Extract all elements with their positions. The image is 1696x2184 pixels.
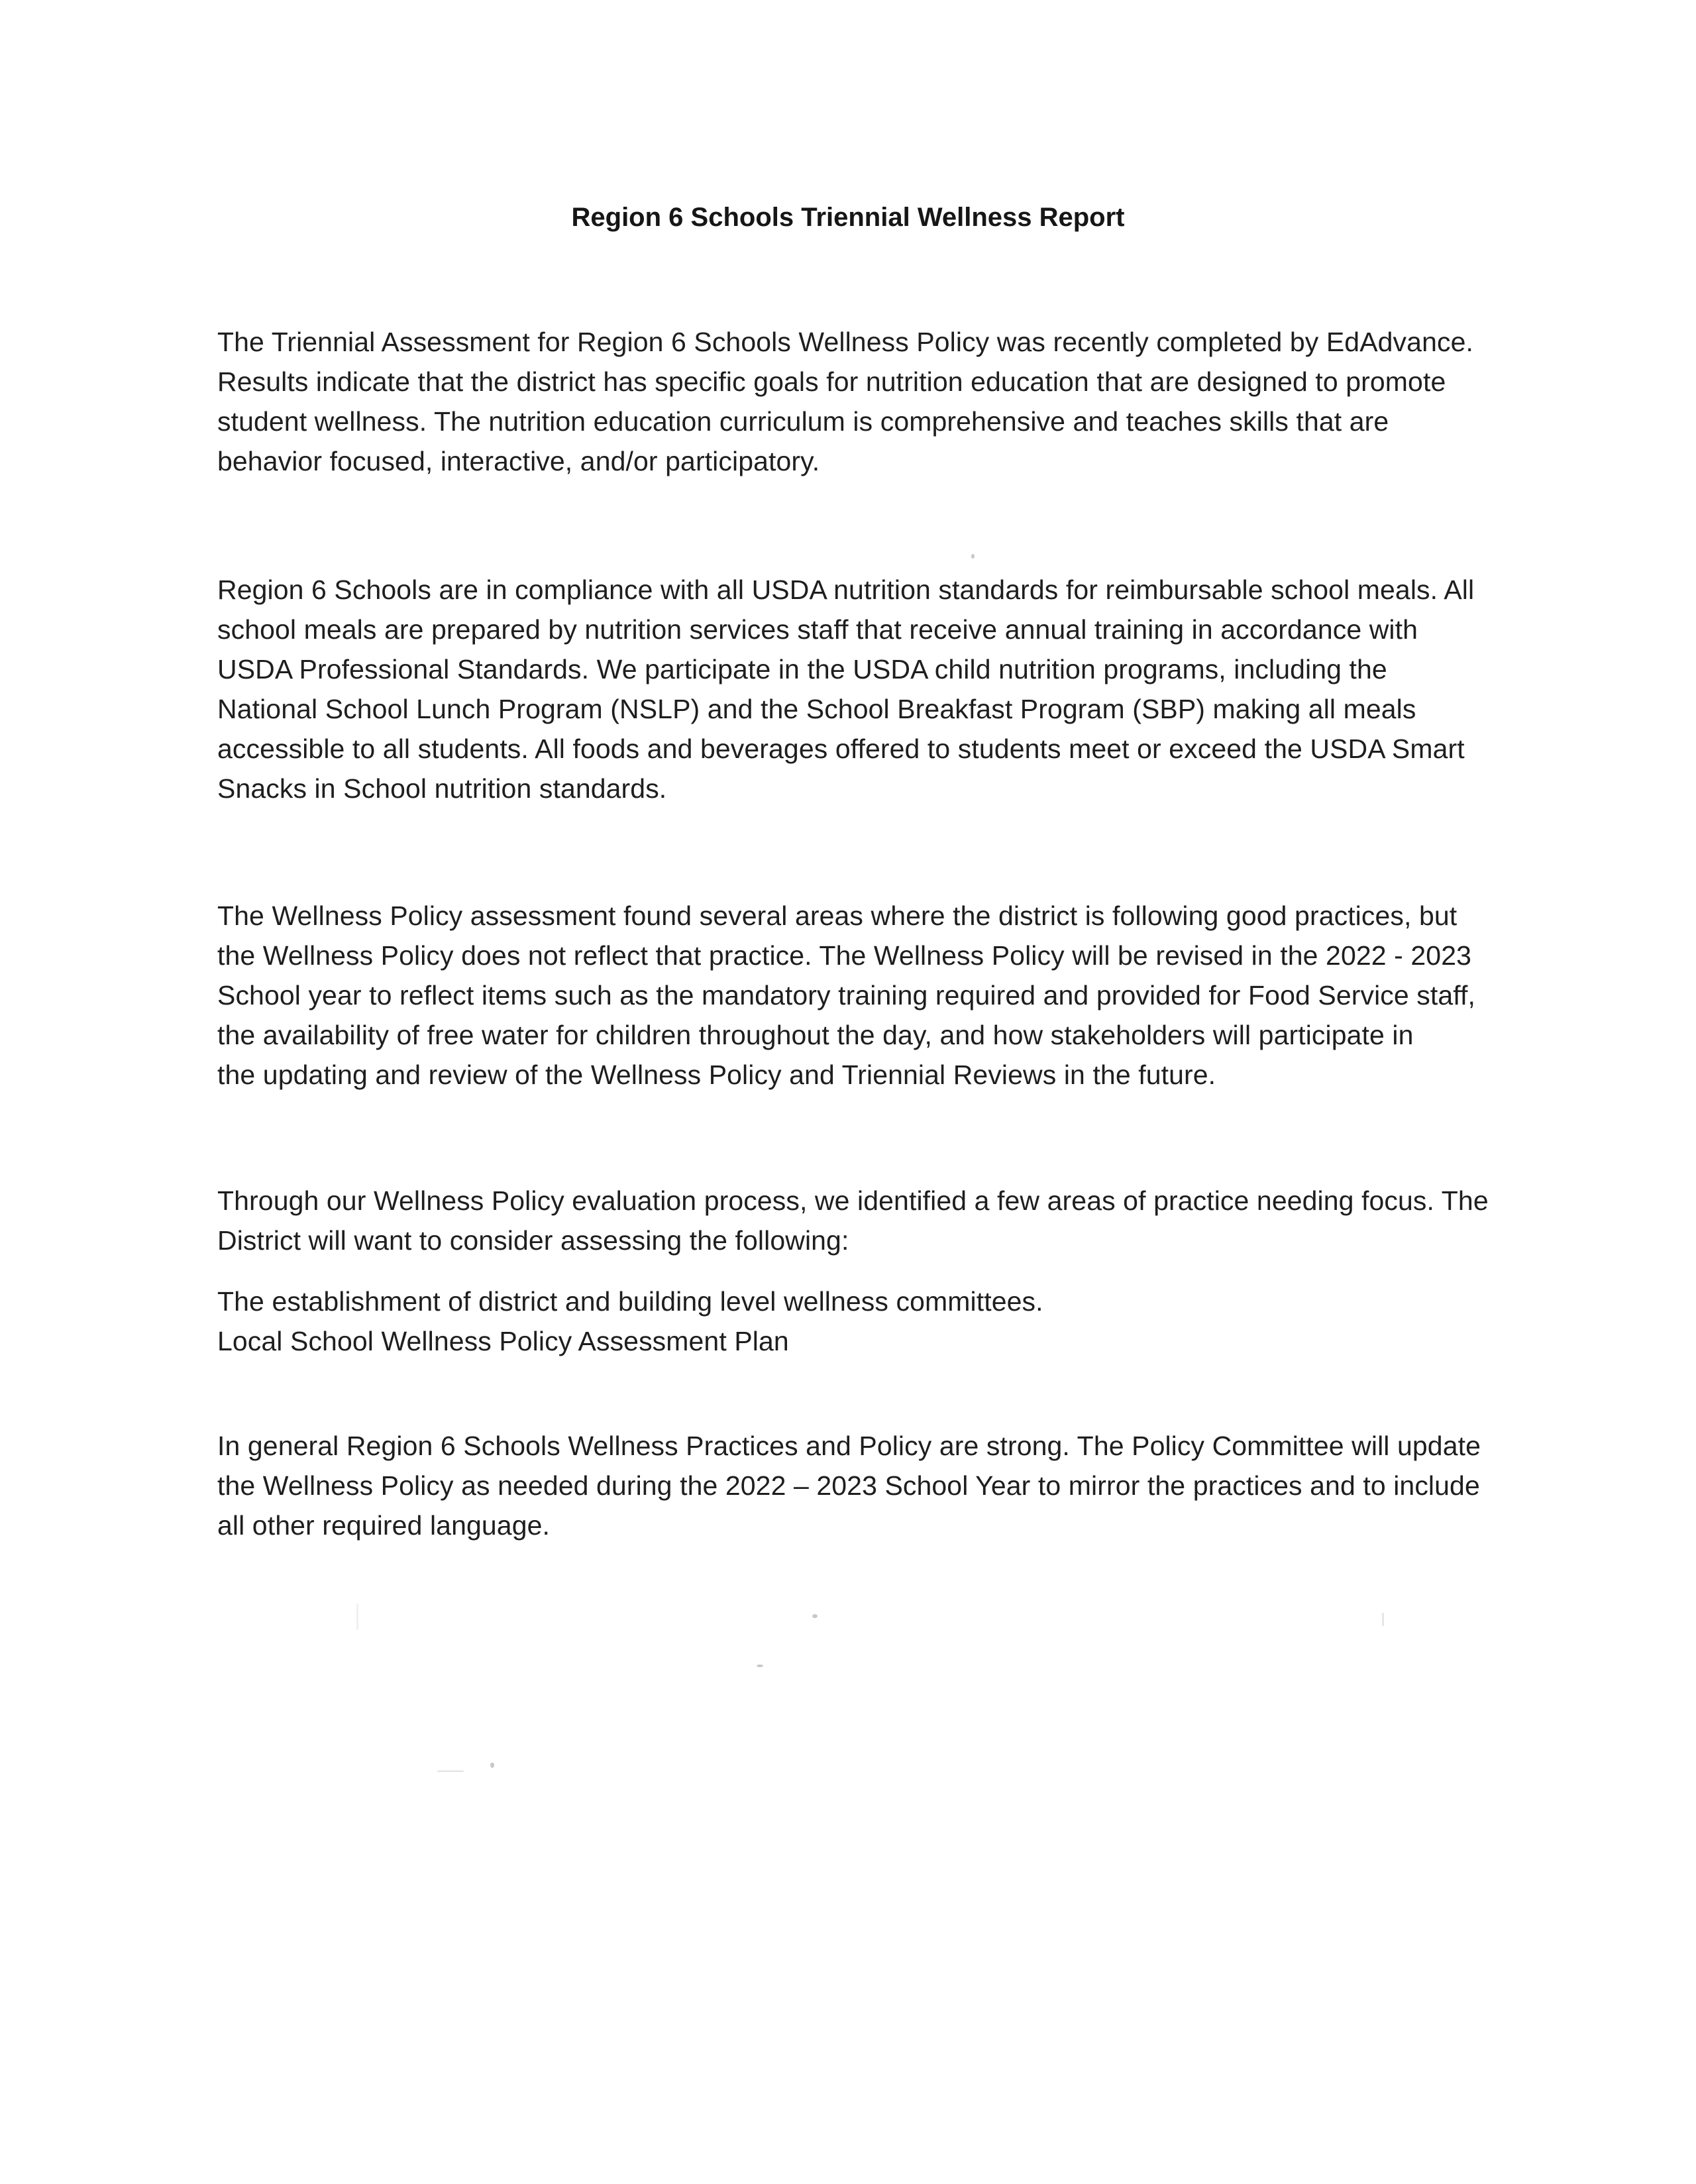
text-line: the Wellness Policy does not reflect that practice. The Wellness Policy will be revised in the 2022 - 2023	[217, 940, 1472, 971]
paragraph-focus-areas-intro	[217, 1181, 1529, 1260]
text-line: School year to reflect items such as the mandatory training required and provided for Food Service staff,	[217, 980, 1476, 1010]
text-line: the updating and review of the Wellness Policy and Triennial Reviews in the future.	[217, 1060, 1216, 1090]
text-line: Through our Wellness Policy evaluation process, we identified a few areas of practice needing focus. The	[217, 1185, 1489, 1216]
text-line: the Wellness Policy as needed during the 2022 – 2023 School Year to mirror the practices and to include	[217, 1470, 1480, 1501]
text-line: school meals are prepared by nutrition services staff that receive annual training in accordance with	[217, 614, 1418, 645]
text-line: District will want to consider assessing the following:	[217, 1225, 849, 1256]
text-line: the availability of free water for children throughout the day, and how stakeholders will participate in	[217, 1020, 1414, 1050]
scan-speck	[757, 1665, 763, 1667]
paragraph-usda-compliance	[217, 570, 1529, 808]
paragraph-policy-revision	[217, 896, 1529, 1095]
text-line: The Wellness Policy assessment found several areas where the district is following good practices, but	[217, 901, 1458, 931]
text-line: Region 6 Schools are in compliance with all USDA nutrition standards for reimbursable school meals. All	[217, 574, 1475, 605]
focus-areas-list	[217, 1282, 1529, 1361]
text-line: accessible to all students. All foods and beverages offered to students meet or exceed the USDA Smart	[217, 734, 1465, 764]
text-line: all other required language.	[217, 1510, 550, 1541]
text-line: behavior focused, interactive, and/or participatory.	[217, 446, 820, 476]
text-line: Snacks in School nutrition standards.	[217, 773, 667, 804]
list-item: Local School Wellness Policy Assessment Plan	[217, 1326, 789, 1356]
text-line: Results indicate that the district has specific goals for nutrition education that are designed to promote	[217, 366, 1446, 397]
paragraph-conclusion	[217, 1426, 1529, 1545]
scan-speck	[812, 1614, 818, 1618]
scan-speck	[356, 1604, 358, 1630]
scan-speck	[490, 1763, 494, 1768]
scan-speck	[437, 1771, 464, 1772]
text-line: In general Region 6 Schools Wellness Practices and Policy are strong. The Policy Committee will update	[217, 1431, 1481, 1461]
text-line: The Triennial Assessment for Region 6 Schools Wellness Policy was recently completed by EdAdvance.	[217, 327, 1473, 357]
scan-speck	[971, 554, 975, 559]
text-line: USDA Professional Standards. We participate in the USDA child nutrition programs, including the	[217, 654, 1387, 684]
text-line: National School Lunch Program (NSLP) and the School Breakfast Program (SBP) making all meals	[217, 694, 1416, 724]
paragraph-assessment-summary	[217, 322, 1529, 481]
text-line: student wellness. The nutrition education curriculum is comprehensive and teaches skills that are	[217, 406, 1389, 437]
list-item: The establishment of district and building level wellness committees.	[217, 1286, 1043, 1317]
scan-speck	[1382, 1613, 1384, 1626]
document-title: Region 6 Schools Triennial Wellness Report	[571, 203, 1125, 232]
